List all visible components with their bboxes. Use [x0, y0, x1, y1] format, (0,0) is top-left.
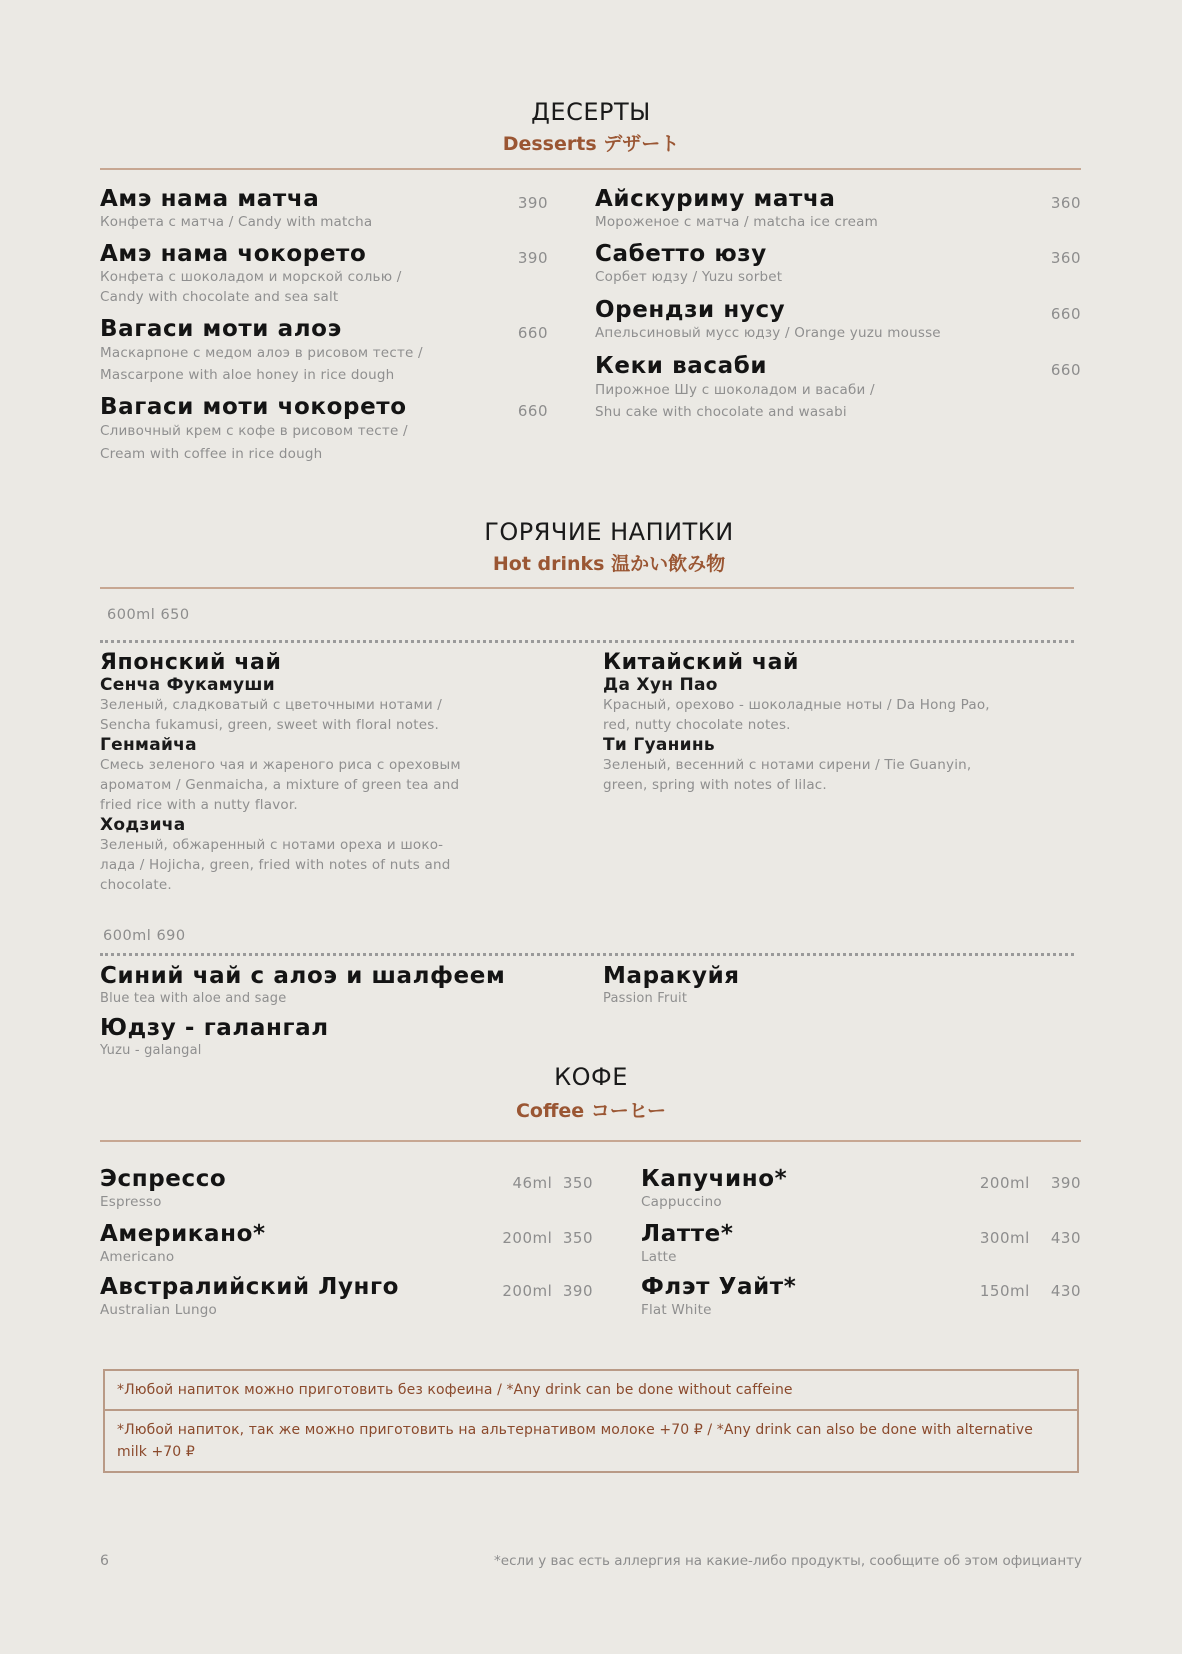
coffee-description: Latte [641, 1249, 677, 1265]
dessert-item [100, 394, 548, 466]
tea-description: Зеленый, весенний с нотами сирени / Tie Guanyin, [603, 757, 972, 773]
coffee-volume: 200ml [979, 1174, 1030, 1192]
coffee-price: 430 [1050, 1229, 1081, 1247]
tea-group-title: Китайский чай [603, 650, 800, 675]
tea-description: red, nutty chocolate notes. [603, 717, 791, 733]
tea-description: Зеленый, сладковатый с цветочными нотами / [100, 697, 443, 713]
infusion-name: Юдзу - галангал [100, 1015, 329, 1041]
infusion-item [100, 1015, 329, 1061]
dessert-price: 660 [517, 324, 548, 342]
dessert-description: Мороженое с матча / matcha ice cream [595, 214, 878, 230]
coffee-item [641, 1274, 1081, 1320]
dessert-name: Сабетто юзу [595, 241, 767, 267]
coffee-volume: 200ml [502, 1282, 553, 1300]
tea-description: chocolate. [100, 877, 172, 893]
tea-description: ароматом / Genmaicha, a mixture of green tea and [100, 777, 460, 793]
coffee-name: Капучино* [641, 1166, 788, 1192]
tea-description: Sencha fukamusi, green, sweet with floral notes. [100, 717, 439, 733]
tea-description: лада / Hojicha, green, fried with notes of nuts and [100, 857, 451, 873]
tea-name: Сенча Фукамуши [100, 675, 275, 695]
coffee-price: 430 [1050, 1282, 1081, 1300]
coffee-volume: 46ml [512, 1174, 553, 1192]
coffee-description: Americano [100, 1249, 175, 1265]
dessert-price: 360 [1050, 194, 1081, 212]
coffee-name: Флэт Уайт* [641, 1274, 797, 1300]
tea-group-title: Японский чай [100, 650, 282, 675]
alt-milk-note: *Любой напиток, так же можно приготовить на альтернативом молоке +70 ₽ / *Any drink can also be done with alternative milk +70 ₽ [105, 1409, 1077, 1471]
tea-name: Генмайча [100, 735, 197, 755]
tea-description: Красный, орехово - шоколадные ноты / Da Hong Pao, [603, 697, 990, 713]
coffee-item [100, 1274, 593, 1320]
group-volume-price: 600ml 690 [103, 928, 186, 944]
desserts-subtitle: Desserts デザート [502, 133, 680, 155]
dessert-description: Маскарпоне с медом алоэ в рисовом тесте / [100, 345, 423, 361]
decaf-note: *Любой напиток можно приготовить без кофеина / *Any drink can be done without caffeine [117, 1382, 793, 1398]
dessert-item [595, 186, 1081, 232]
dessert-item [100, 241, 548, 307]
dessert-name: Орендзи нусу [595, 297, 786, 323]
dessert-description: Конфета с шоколадом и морской солью / [100, 269, 402, 285]
japanese-tea-group [100, 650, 560, 895]
dessert-item [595, 353, 1081, 423]
dessert-description: Shu cake with chocolate and wasabi [595, 404, 847, 420]
dessert-price: 360 [1050, 249, 1081, 267]
dessert-name: Амэ нама матча [100, 186, 320, 212]
dessert-name: Айскуриму матча [595, 186, 836, 212]
infusion-item [100, 963, 505, 1009]
coffee-item [100, 1166, 593, 1212]
page-number: 6 [100, 1553, 109, 1569]
dessert-description: Cream with coffee in rice dough [100, 446, 323, 462]
dessert-name: Вагаси моти чокорето [100, 394, 407, 420]
coffee-description: Espresso [100, 1194, 162, 1210]
desserts-divider [100, 168, 1081, 170]
dessert-price: 660 [517, 402, 548, 420]
dessert-description: Mascarpone with aloe honey in rice dough [100, 367, 395, 383]
coffee-title: КОФЕ [554, 1063, 628, 1091]
dessert-price: 390 [517, 194, 548, 212]
notes-box [103, 1369, 1079, 1473]
dessert-description: Апельсиновый мусс юдзу / Orange yuzu mousse [595, 325, 941, 341]
desserts-title: ДЕСЕРТЫ [531, 98, 651, 126]
coffee-item [641, 1166, 1081, 1212]
coffee-description: Australian Lungo [100, 1302, 217, 1318]
infusion-name: Синий чай с алоэ и шалфеем [100, 963, 506, 989]
coffee-name: Американо* [100, 1221, 266, 1247]
hot-drinks-subtitle: Hot drinks 温かい飲み物 [492, 553, 726, 575]
tea-name: Да Хун Пао [603, 675, 718, 695]
tea-description: Зеленый, обжаренный с нотами ореха и шоко- [100, 837, 444, 853]
coffee-description: Cappuccino [641, 1194, 722, 1210]
coffee-price: 350 [562, 1229, 593, 1247]
coffee-volume: 200ml [502, 1229, 553, 1247]
tea-name: Ходзича [100, 815, 186, 835]
dessert-name: Амэ нама чокорето [100, 241, 367, 267]
dotted-divider [100, 640, 1074, 643]
dessert-price: 660 [1050, 361, 1081, 379]
coffee-volume: 300ml [979, 1229, 1030, 1247]
coffee-volume: 150ml [979, 1282, 1030, 1300]
infusion-description: Blue tea with aloe and sage [100, 991, 287, 1006]
coffee-item [641, 1221, 1081, 1267]
dessert-name: Вагаси моти алоэ [100, 316, 342, 342]
hot-drinks-divider [100, 587, 1074, 589]
dessert-name: Кеки васаби [595, 353, 768, 379]
dessert-description: Сорбет юдзу / Yuzu sorbet [595, 269, 783, 285]
infusion-name: Маракуйя [603, 963, 740, 989]
coffee-divider [100, 1140, 1081, 1142]
tea-description: Смесь зеленого чая и жареного риса с ореховым [100, 757, 461, 773]
dessert-price: 660 [1050, 305, 1081, 323]
coffee-item [100, 1221, 593, 1267]
infusion-description: Passion Fruit [603, 991, 688, 1006]
dotted-divider [100, 953, 1074, 956]
allergy-note: *если у вас есть аллергия на какие-либо продукты, сообщите об этом официанту [494, 1553, 1082, 1569]
coffee-description: Flat White [641, 1302, 712, 1318]
coffee-price: 350 [562, 1174, 593, 1192]
dessert-item [100, 316, 548, 386]
chinese-tea-group [603, 650, 1083, 795]
coffee-name: Австралийский Лунго [100, 1274, 400, 1300]
dessert-item [595, 297, 1081, 343]
dessert-description: Конфета с матча / Candy with matcha [100, 214, 373, 230]
tea-description: green, spring with notes of lilac. [603, 777, 827, 793]
dessert-description: Candy with chocolate and sea salt [100, 289, 339, 305]
coffee-name: Эспрессо [100, 1166, 227, 1192]
group-volume-price: 600ml 650 [107, 607, 190, 623]
coffee-name: Латте* [641, 1221, 734, 1247]
dessert-description: Пирожное Шу с шоколадом и васаби / [595, 382, 875, 398]
dessert-price: 390 [517, 249, 548, 267]
dessert-item [100, 186, 548, 232]
coffee-subtitle: Coffee コーヒー [515, 1100, 667, 1122]
coffee-price: 390 [1050, 1174, 1081, 1192]
tea-name: Ти Гуанинь [603, 735, 715, 755]
infusion-description: Yuzu - galangal [100, 1043, 202, 1058]
infusion-item [603, 963, 740, 1009]
dessert-item [595, 241, 1081, 287]
tea-description: fried rice with a nutty flavor. [100, 797, 298, 813]
hot-drinks-title: ГОРЯЧИЕ НАПИТКИ [484, 518, 734, 546]
dessert-description: Сливочный крем с кофе в рисовом тесте / [100, 423, 408, 439]
coffee-price: 390 [562, 1282, 593, 1300]
